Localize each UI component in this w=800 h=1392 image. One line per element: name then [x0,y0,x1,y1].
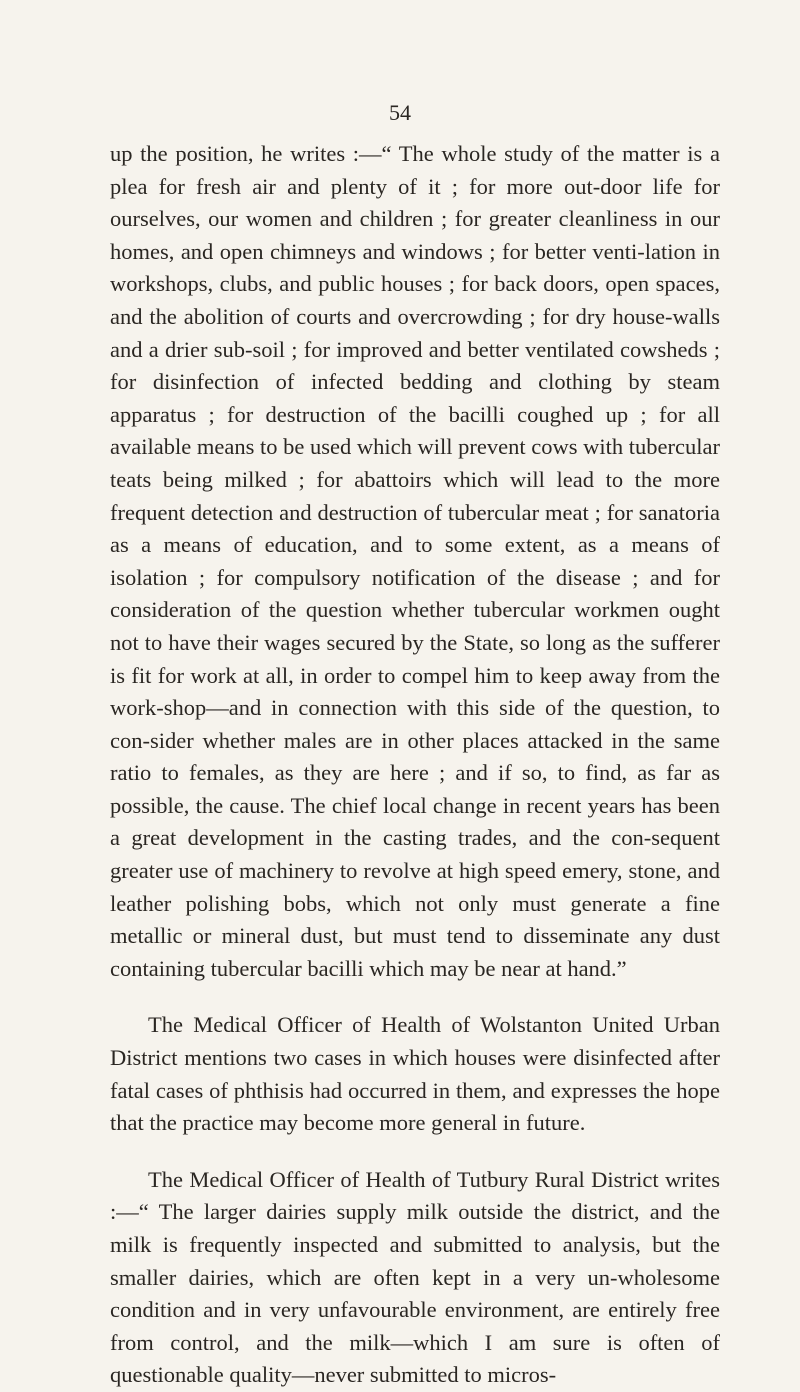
body-text [110,138,720,1392]
page-number: 54 [389,100,411,125]
paragraph-wolstanton: The Medical Officer of Health of Wolstanton United Urban District mentions two cases in which houses were disinfected after fatal cases of phthisis had occurred in them, and expresses the hope that the practice may become more general in future. [110,1012,720,1136]
paragraph-tutbury: The Medical Officer of Health of Tutbury Rural District writes :—“ The larger dairies supply milk outside the district, and the milk is frequently inspected and submitted to analysis, but the smaller dairies, which are often kept in a very un-wholesome condition and in very unfavourable environment, are entirely free from control, and the milk—which I am sure is often of questionable quality—never submitted to micros- [110,1166,720,1388]
paragraph-continuation: up the position, he writes :—“ The whole study of the matter is a plea for fresh air and plenty of it ; for more out-door life for ourselves, our women and children ; for greater cleanliness in our homes, and open chimneys and windows ; for better venti-lation in workshops, clubs, and public houses ; for back doors, open spaces, and the abolition of courts and overcrowding ; for dry house-walls and a drier sub-soil ; for improved and better ventilated cowsheds ; for disinfection of infected bedding and clothing by steam apparatus ; for destruction of the bacilli coughed up ; for all available means to be used which will prevent cows with tubercular teats being milked ; for abattoirs which will lead to the more frequent detection and destruction of tubercular meat ; for sanatoria as a means of education, and to some extent, as a means of isolation ; for compulsory notification of the disease ; and for consideration of the question whether tubercular workmen ought not to have their wages secured by the State, so long as the sufferer is fit for work at all, in order to compel him to keep away from the work-shop—and in connection with this side of the question, to con-sider whether males are in other places attacked in the same ratio to females, as they are here ; and if so, to find, as far as possible, the cause. The chief local change in recent years has been a great development in the casting trades, and the con-sequent greater use of machinery to revolve at high speed emery, stone, and leather polishing bobs, which not only must generate a fine metallic or mineral dust, but must tend to disseminate any dust containing tubercular bacilli which may be near at hand.” [110,141,720,981]
